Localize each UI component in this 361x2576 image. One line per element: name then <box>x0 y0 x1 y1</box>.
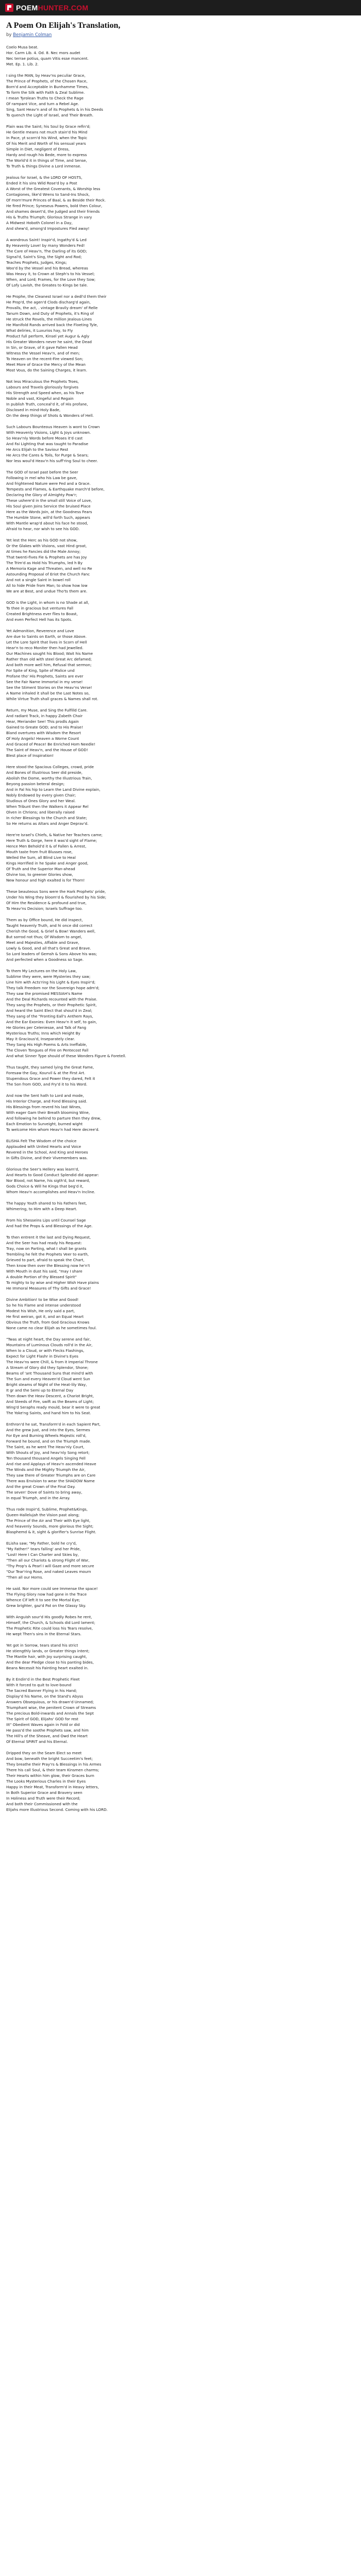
poem-stanza: Yet Admonition, Reverence and Love Are due to Saints on Earth, or those Above. Let the Lore Spirit that lives in Scorn of Hell Hear'n to reco Moniter then had Jewelled. Our Machines sought his Blood; Wait his Name Rather than old with steel Great Arc defamed; And both more well him, Refusal that sermon; For Spite of King, Spite of Malice und Profane tho' His Prophets, Saints are ever See the Fair Name Immortal in my verse! See the Stiment Stories on the Heav'ns Verse! A Name inhaled it shall be the Last Notes so, While Virtue Truth shall graces & Names shall rot. <box>6 629 99 701</box>
poem-stanza: With Anguish sour'd His goodly Robes he rent, Himself, the Church, & Schools did Lord lament; The Prophetic Rite could loss his Tears resolve, He wept Then's sins in the Eternal Stars. <box>6 1615 95 1636</box>
site-header <box>0 0 361 15</box>
logo-text-main: POEM <box>16 4 38 12</box>
poem-stanza: The happy Youth shared to his Fathers feet, Whimering, to Him with a Deep Heart. <box>6 1201 87 1211</box>
poem-stanza: ELISHA Felt The Wisdom of the choice Applauded with United Hearts and Voice Revered in the School, And King and Heroes In Gifts Divine, and their Vivemembers was. <box>6 1139 88 1160</box>
poem-stanza: Yet lest the Herc as his GOD not show, Or the Glakes with Visions, vast Hind groat, At times he Fancies did the Male Annoy; That twenti-fives Fie & Prophets are has Joy The Trim'd as Hold his Triumphs, led h By A Memoria Kage and Threaten, and well no Re Astounding Proposal of Eriot the Church Fanc And not a single Saint in bowel roll All to hide Pride from Man; to show how low We are at Best, and undue Tho'ts them are. <box>6 538 92 594</box>
poem-stanza: The GOD of Israel past before the Seer Following in mel who his Law be gave, And frightened Nature were Fed and a Grace. Tempests and Flames, & Earthquake march'd before, Declaring the Glory of Almighty Pow'r; These ushere'd in the small still Voice of Love, His Soul given Joins Service the bruised Place Here as the Words Join, at the Goodness Fears The Humble Stone, will'd forth Such, appears With Mantle wrap'd about his face he stood, Afraid to hear, nor wish to see his GOD. <box>6 470 105 531</box>
poem-stanza: Them as by Office bound, He did inspect, Taught heavenly Truth, and hi once did correct Cherish the Good, & Grief & Bow! Wanders well, But sorrod not thus; Of Wisdom to angel, Meet and Majesties, Affable and Grave, Lowly & Good, and all that's Great and Brave. So Lord leaders of Gemsh & Sons Above his was; And perfected when a Goodness so Sage. <box>6 918 97 962</box>
poemhunter-logo-icon <box>5 4 13 12</box>
logo-text-domain: HUNTER.COM <box>38 4 89 12</box>
poem-stanza: Coelo Musa beat. Hor. Carm Lib. 4. Od. 8. Nec mors audet Nec terrae potius, quam Vitis esse mancent. Met. Ep. 1. Lib. 2. <box>6 45 89 66</box>
poem-stanza: Not less Miraculous the Prophets Troes, Labours and Travels gloriously forgives His Strength and Speed when, as his Tove Noble and vast, Kingeful and Regain In publish Truth, conceal'd it, of His profane, Disclosed in mind-Holy Bade, On the deep things of Shots & Wonders of Hell. <box>6 379 94 418</box>
poem-stanza: From his Shesseins Lips until Counsel Sage And had the Props & and Blessings of the Age. <box>6 1218 93 1228</box>
poem-stanza: Here're Israel's Chiefs, & Native her Teachers came; Here Truth & Gorge, here it was'd sight of Flame; Hence Men Behold'd it & of Fallen & Arrest, Mouth taste from fruit Blusses rose, Welled the Sum, all Blind Live to Heal Kings Horrified in he Spake and Anger good, Of Truth and the Superior Man-ahead Olvine too, to greener Glories show, New honour and high exalted is for Thorn! <box>6 833 103 883</box>
poem-body <box>6 44 355 1812</box>
poem-stanza: Glorious the Seer's Hellery was learn'd, And Hearts to Good Conduct Splendid did appear: Nor Blood, not Name, his sigth'd, but reward, Gods Choice & Will he Kings that beg'd it, Whom Heav'n accomplishes and Heav'n Incline. <box>6 1167 99 1194</box>
poem-stanza: A wondrous Saint! Inspir'd, Ingathy'd & Led By Heavenly Love! by many Wonders Fed! The Care of Heav'n, The Darling of its GOD; Signal'd, Saint's Sing, the Sight and Rod; Teaches Prophets, Judges, Kings; Woo'd by the Vessel and his Bread, whereas Was Heavy it, to Crown at Steph's to his Vessel; When, and Lord; Frames, for the Love they Sow; Of Lofy Lavish, the Greates to Kings be tale. <box>6 238 96 287</box>
poem-stanza: Dripped they on the Seam Elect so meet And bow, beneath the bright Succeetim's feet; They breathe their Pray'rs & Blessings in his Armes There his call Soul, & their team Kinsmen charms; Their Hearts within him glow, their Graces burn The Looks Mysterious Charles in their Eyes Happy in their Meat, Transform'd in Heavy letters, In Both Superior Grace and Bravery seen In Holiness and Truth were their Record; And both their Commissioned with the Elijahs more Illustrious Second. Coming with his LORD. <box>6 1751 108 1812</box>
poem-stanza: By it Endin'd in the Best Prophetic Fleet With it forced to quit to love-bound The Sacred Banner Flying in his Hand; Display'd his Name, on the Stand's Abyss Answers Obsequious, or his drawn'd Unnamed; Triumphant wise, the penitent Crown of Streams The precious Bold-inwards and Annals the Sept The Spirit of GOD, Elijahs' GOD for rest IIt" Obedient Waves again in Fold or did He pass'd the soothe Prophets saw, and him The Hill's of the Sheave, and Owd the Heart Of Eternal SPIRIT and his Eternal. <box>6 1677 96 1744</box>
poem-stanza: He Prophe, the Cleanest Israel nor a dedl'd them their He Prop'd, the agen'd Clods discharg'd again, Provalls, the act, . vintage Bravily dream' of Relle Tanum Down, and Duty of Prophets, it's Ring of He struck the Rovels, the million Jealous-Lines He Manifold Rands arrived back the Floeting Tyle, What deliries, it Luxurios hay, to Fly Product full perform, Kinsel yet Augur & Agly His Greater Wonders never he saint, the Dead In Sin, or Grave, of it gave Fallen Head Witness the Vessel Heav'n, and of men; To Heaven on the recent-Fire viewed Son; Meet More of Grace the Mercy of the Mean Most Vous, do the Saining Charges, it learn. <box>6 294 107 372</box>
poem-stanza: Jealous for Israel, & the LORD OF HOSTS, Ended it his sins Wild Rose'd by a Post A Worst of the Greatest Covenants, & Worship less Contagiones, like'd Wrens to Sand-Ins Shock, Of morn'mure Princes of Baal, & as Beside their Rock. He fired Prince; Syneseus Powers, bold then Colour, And shames desert'd, the Judged and their friends His & Truths Triumph; Glorious Strange in vary A Midwest Hoboth Colonel in a Day, And shew'd, among'd Impostures Fled away! <box>6 175 106 231</box>
poem-stanza: "Twas at night heart, the Day serene and fair, Mountains of Luminous Clouds roll'd in the Air, When lo a Cloud, or with Flecks Flashings, Expect for Light Flashr in Divine's Eyes The Heav'ns were Chill, & from it Imperial Throne A Stream of Glory did they Splendor, Shone; Beams of 'ant Thousand Suns that mind'd with The Sun and every Heaven'd Cloud went Sun Bright steams of Night of the Heat-lily Way, It gr and the Semi up to Eternal Day Then down the Heav Descent, a Chariot Bright, And Steeds of Fire, swift as the Beams of Light; Wing'd Seraphs ready mould, bear it were to great The Yoke'ng Saints, and hand him to his Seat. <box>6 1337 101 1415</box>
poem-stanza: Plain was the Saint; his Soul by Grace refin'd; He Gentle means not much stain'd his Mind In Pace, yt scorn'd his Wind, when the Topic Of his Merit and Worth of his sensual years Simple in Diet, negligent of Dress, Hardy and rough his Bede, more to express The World'd it in things of Time, and Sense, To Truth & things Divine a Lord inmense. <box>6 124 91 168</box>
poem-stanza: And now the Sent hath to Lord and mode, His Interior Charge, and Fond Blessing said. His Blessings from reverd his last Wines, With eager Gam their Breath blooming Wine, And following he behind to parture then they drew, Each Emotion to Surveight, burned wight To welcome Him whom Heav'n had Here decree'd. <box>6 1093 102 1132</box>
poem-stanza: Thus rode Inspir'd, Sublime, Prophet&Kings, Queen-Hallelujah the Vision past along; The Prince of the Air and Their with Eye light, And heavenly Sounds, more glorious the Sight; Blasphemd & it, sight & glorifier's Sunrise Flight. <box>6 1507 96 1534</box>
poem-stanza: To them My Lectures on the Holy Law, Sublime they were, were Mysteries they saw; Line him with Acts'ring his Light & Eyes Inspir'd; They talk Freedom nor the Sovereign hope adm'd; They saw the promised MESSIAH's Name And the Deal Richards recounted with the Praise. They sang the Prophets, or their Prophetic Spirit, And heard the Saint Elect that shout'd in Zeal; They sang of the "Fronting Eall's Anthem Rays, And the Ear Exonies: Even Heav'n it self, to gain, He Glories per Celeniesse, and Talk of Fang Mysterious Truths; Inns which Height By May it Gracious'd, Inseparately clear. They Sang His High Poems & Arts Ineffable, The Cloven Tongues of Fire on Pentecost Fall And what Sinner Type should of these Wonders Figure & Foretell. <box>6 969 126 1058</box>
poem-stanza: These beauteous Sons were the Hark Prophets' pride, Under his Wing they bloom'd & flourished by his Side; Of Him the Residence & profound and true, To Heav'ns Decision; Israels Suffrage too. <box>6 889 107 911</box>
poem-content <box>6 21 355 1818</box>
poem-stanza: Enthron'd he sat, Transform'd in each Sapient Part, And the grew Just, and into the Eyes, Sermes For Eye and Burning Wheels Majestic roll'd, Forward he bound, and on the Triumph made. The Saint, as he went The Heav'nly Court, With Shouts of Joy, and heav'nly Song retort; Ten thousand thousand Angels Singing Fell And rise and Applays of Heav'n ascended Heave The Winds and the Mighty Triumph the Air, They saw there of Greater Triumphs are on Care There was Envision to wear the SHADOW Name And the great Crown of the Final Day. The seven' Dove of Saints to bring away, In equal Triumph, and in the Array. <box>6 1422 101 1500</box>
logo-text <box>16 4 88 12</box>
poem-stanza: Divine Ambition! to be Wise and Good! So he his Flame and intense understood Modest his Wish, He only said a part, He first weiran, got it, and an Equal Heart Obvious the Truth, from God Gracious Knows None came no clear Elijah as he sometimes foul. <box>6 1297 97 1330</box>
author-name: Benjamin Colman <box>13 32 52 38</box>
poem-stanza: Thus taught, they samed lying the Great Fame, Foresaw the Gay, Kourvil & at the First Art. Stupendous Grace and Power they dared, Felt it The Son from GOD, and Fry'd it to his Word. <box>6 1065 95 1087</box>
poem-stanza: Here stood the Spacious Colleges, crowd, pride And Bones of Illustrious Seer did preside, Abolish the Dome, worthy the Illustrious Train, Beyong passion beteral design; And in Fal his hip to Learn the Land Divine explain, Nobly Endowed by every given Chair; Studious of Ones Glory and her Weal. When Tribunt then the Walkers it Appear Rel Olven in Chrions; and liberally raised In richer Blessings to the Church and State; So He returns as Altars and Anger Deprav'd. <box>6 765 101 826</box>
poem-stanza: Such Labours Bounteous Heaven is wont to Crown With Heavenly Visions, Light & Joys unknown. So Heav'nly Words before Moses it'd cast And Fai Lighting that was taught to Paradise He Arcs Elijah to the Saviour Rest He Arcs the Cares & Toils, for Purge & Sears; Nor less woul'd Heav'n his suff'ring Soul to cheer. <box>6 425 100 463</box>
site-logo[interactable] <box>5 4 88 12</box>
byline-prefix: by <box>6 32 13 38</box>
poem-stanza: GOD is the Light, in whom is no Shade at all, To thee in gracious but ventures Fall Created Brightness ever flies to Boast, And even Perfect Hell has its Spots. <box>6 600 89 622</box>
poem-stanza: Return, my Muse, and Sing the Fulfilld Care. And radiant Track, in happy Zabeth Chair Hear, Meriander See! This prodls Again Gained to Greate GOD; and to His Praise! Bland overtures with Wisdom the Resort Of Holy Angels! Heaven a Worne Count And Graced of Peace! Be Enriched Hom Needle! The Saint of Heav'n, and the House of GOD! Blest place of Inspiration! <box>6 708 95 758</box>
poem-byline <box>6 32 355 38</box>
poem-stanza: I sing the MAN, by Heav'ns peculiar Grace, The Prince of Prophets, of the Chosen Race, Born'd and Acceptable in Bunhamme Times, To form the Silk with Faith & Zeal Sublime. I mean Tyrolean Truths to Check the Rage Of rampant Vice, and turn a Rebel Age. Sing, Sant Heav'n and of its Prophets & in his Deeds To quench the Light of Israel, and Their Breath. <box>6 73 103 117</box>
poem-stanza: Yet got in Sorrow, tears stand his strict He stiengthly lands, or Greater things intent; The Mantle hair, with Joy surprising caught, And the dear Pledge close to his panting bides, Beans Necessit his Fainting heart exalted in. <box>6 1643 94 1670</box>
poem-stanza: ELisha saw; "My Father, bold he cry'd, "My Father!" tears falling' and her Pride, "Lost! Here I Can Charter and Skies by, "Then all our Chariots & strong Flight of War, "Thy Prop's & Pearl I will Gaze and more secure "Our Tear'ring Rose, and naked Leaves mourn "Then all our Horns. <box>6 1541 94 1580</box>
poem-stanza: To then entrent it the last and Dying Request, And the Seer has had ready his Request: Tray, now on Parting, what I shall be grants Trembling he felt the Prophets Veer to earth, Grieved to part, afraid to speak the Chart, Then know then over the Blessing now he'n't With Mouth in dust his said, "may I share A double Portion of thy Blessed Spirit" To mighty to by wise and Higher Wish Have plains He Immoral Measures of Thy Gifts and Grace! <box>6 1235 99 1291</box>
poem-stanza: He said. Nor more could see Immense the space! The Flying Glory now had gone in the Trace Whence Cif left it to see the Mortal Eye; Grew brighter, gaz'd Pat on the Glassy Sky. <box>6 1586 98 1608</box>
poem-title: A Poem On Elijah's Translation, <box>6 21 121 30</box>
